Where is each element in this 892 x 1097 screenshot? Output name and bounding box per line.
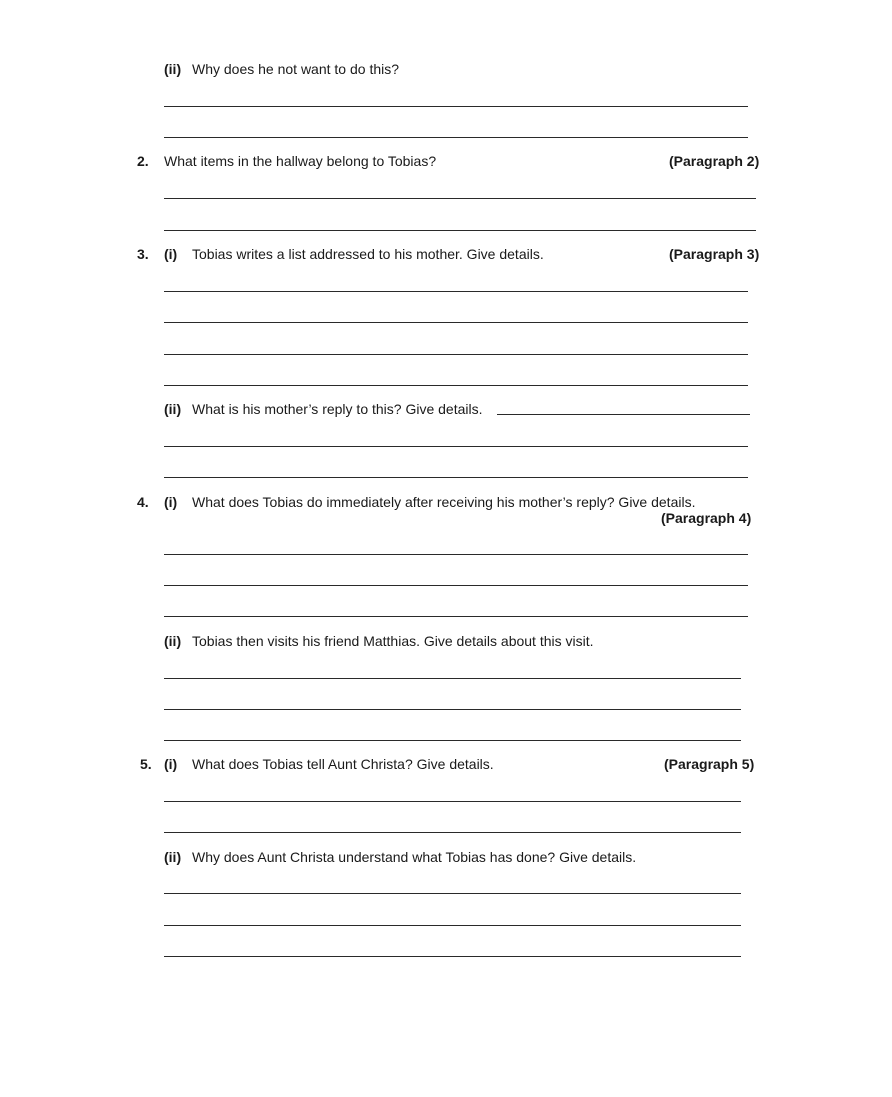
answer-line[interactable] xyxy=(164,709,741,710)
q5-part-ii-text: Why does Aunt Christa understand what Tobias has done? Give details. xyxy=(192,849,637,865)
answer-line[interactable] xyxy=(164,801,741,802)
q3-part-i-label: (i) xyxy=(164,246,178,262)
answer-line[interactable] xyxy=(164,322,748,323)
answer-line[interactable] xyxy=(164,893,741,894)
answer-line[interactable] xyxy=(164,106,748,107)
q4-part-ii-label: (ii) xyxy=(164,633,182,649)
q4-paragraph-ref: (Paragraph 4) xyxy=(661,510,752,526)
answer-line[interactable] xyxy=(164,616,748,617)
q1-part-ii-label: (ii) xyxy=(164,61,182,77)
q5-part-i-label: (i) xyxy=(164,756,178,772)
answer-line[interactable] xyxy=(164,740,741,741)
answer-line[interactable] xyxy=(164,678,741,679)
answer-line[interactable] xyxy=(164,385,748,386)
q1-part-ii-text: Why does he not want to do this? xyxy=(192,61,400,77)
answer-line[interactable] xyxy=(164,230,756,231)
answer-line[interactable] xyxy=(164,198,756,199)
answer-line[interactable] xyxy=(164,446,748,447)
q4-number: 4. xyxy=(137,494,149,510)
answer-line[interactable] xyxy=(164,832,741,833)
q2-paragraph-ref: (Paragraph 2) xyxy=(669,153,760,169)
answer-line[interactable] xyxy=(164,956,741,957)
q3-part-ii-label: (ii) xyxy=(164,401,182,417)
answer-line[interactable] xyxy=(497,414,750,415)
answer-line[interactable] xyxy=(164,291,748,292)
answer-line[interactable] xyxy=(164,354,748,355)
q4-part-ii-text: Tobias then visits his friend Matthias. Give details about this visit. xyxy=(192,633,594,649)
q4-part-i-label: (i) xyxy=(164,494,178,510)
answer-line[interactable] xyxy=(164,925,741,926)
q3-number: 3. xyxy=(137,246,149,262)
answer-line[interactable] xyxy=(164,477,748,478)
q4-part-i-text: What does Tobias do immediately after receiving his mother’s reply? Give details. xyxy=(192,494,696,510)
q5-paragraph-ref: (Paragraph 5) xyxy=(664,756,755,772)
q2-text: What items in the hallway belong to Tobias? xyxy=(164,153,437,169)
q3-part-i-text: Tobias writes a list addressed to his mother. Give details. xyxy=(192,246,544,262)
answer-line[interactable] xyxy=(164,137,748,138)
answer-line[interactable] xyxy=(164,554,748,555)
q3-part-ii-text: What is his mother’s reply to this? Give details. xyxy=(192,401,483,417)
q2-number: 2. xyxy=(137,153,149,169)
q5-part-ii-label: (ii) xyxy=(164,849,182,865)
q5-number: 5. xyxy=(140,756,152,772)
q3-paragraph-ref: (Paragraph 3) xyxy=(669,246,760,262)
answer-line[interactable] xyxy=(164,585,748,586)
q5-part-i-text: What does Tobias tell Aunt Christa? Give details. xyxy=(192,756,494,772)
